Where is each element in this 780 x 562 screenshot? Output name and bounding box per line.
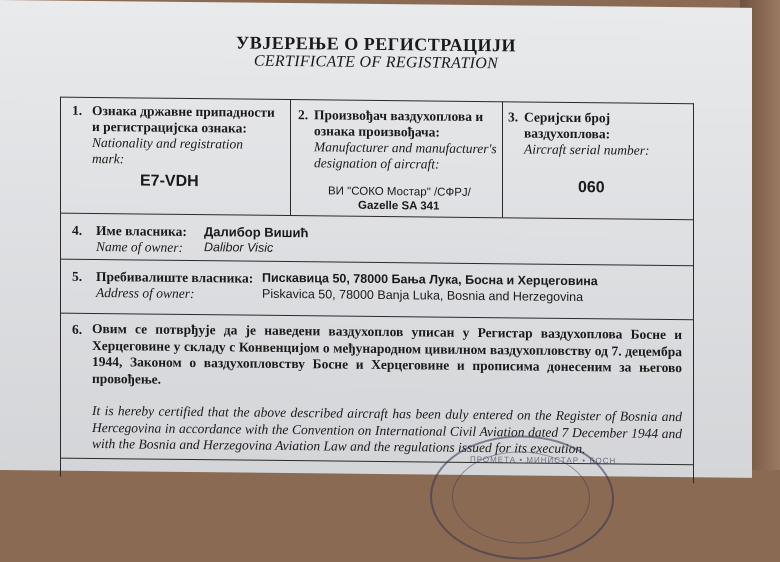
field-4-label-cyr: Име власника: [96, 223, 187, 239]
registration-mark-value: E7-VDH [140, 172, 199, 191]
field-2-label-cyr: ознака произвођача: [314, 123, 440, 140]
field-5-number: 5. [72, 268, 83, 284]
field-3-number: 3. [508, 109, 519, 125]
field-2-label-en: Manufacturer and manufacturer's [314, 139, 497, 157]
field-3-label-en: Aircraft serial number: [524, 141, 650, 158]
field-1-label-cyr: и регистрацијска ознака: [92, 118, 247, 136]
field-4-label-en: Name of owner: [96, 239, 183, 255]
field-5-label-en: Address of owner: [96, 285, 195, 302]
field-1-label-cyr: Ознака државне припадности [92, 102, 275, 120]
certification-text-en: It is hereby certified that the above described aircraft has been duly entered on the Register of Bosnia and Hercegovina in accordance with the Convention on International Civil Aviation dated 7 December 1944 and with the Bosnia and Herzegovina Aviation Law and the regulations issued for its execution. [92, 402, 682, 457]
column-divider [502, 101, 503, 217]
serial-number-value: 060 [578, 179, 605, 197]
field-1-label-en: Nationality and registration [92, 134, 244, 152]
field-6-number: 6. [72, 321, 83, 337]
field-3-label-cyr: Серијски број [524, 109, 611, 126]
field-2-number: 2. [298, 107, 309, 123]
owner-name-lat: Dalibor Visic [204, 240, 274, 255]
field-2-label-en: designation of aircraft: [314, 155, 440, 172]
field-5-label-cyr: Пребивалиште власника: [96, 269, 254, 286]
field-1-label-en: mark: [92, 150, 125, 167]
owner-address-lat: Piskavica 50, 78000 Banja Luka, Bosnia and Herzegovina [262, 286, 584, 305]
owner-address-cyr: Пискавица 50, 78000 Бања Лука, Босна и Херцеговина [262, 270, 598, 289]
field-4-number: 4. [72, 222, 83, 238]
field-1-number: 1. [72, 102, 83, 118]
stamp-text: ПРОМЕТА • МИНИСТАР • БОСН [470, 454, 617, 466]
title-cyrillic: УВЈЕРЕЊЕ О РЕГИСТРАЦИЈИ [236, 32, 516, 56]
manufacturer-value: ВИ "СОКО Мостар" /СФРЈ/ [328, 185, 471, 199]
column-divider [290, 99, 291, 215]
owner-name-cyr: Далибор Вишић [204, 224, 309, 241]
certification-text-cyr: Овим се потврђује да је наведени ваздухоплов уписан у Регистар ваздухоплова Босне и Херцеговине у складу с Конвенцијом о међународном цивилном ваздухопловству од 7. децембра 1944, Законом о ваздухопловству Босне и Херцеговине и прописима донесеним за његово провођење. [92, 320, 682, 387]
title-english: CERTIFICATE OF REGISTRATION [253, 52, 499, 73]
field-2-label-cyr: Произвођач ваздухоплова и [314, 107, 484, 125]
aircraft-type-value: Gazelle SA 341 [358, 199, 440, 213]
field-3-label-cyr: ваздухоплова: [524, 125, 611, 142]
